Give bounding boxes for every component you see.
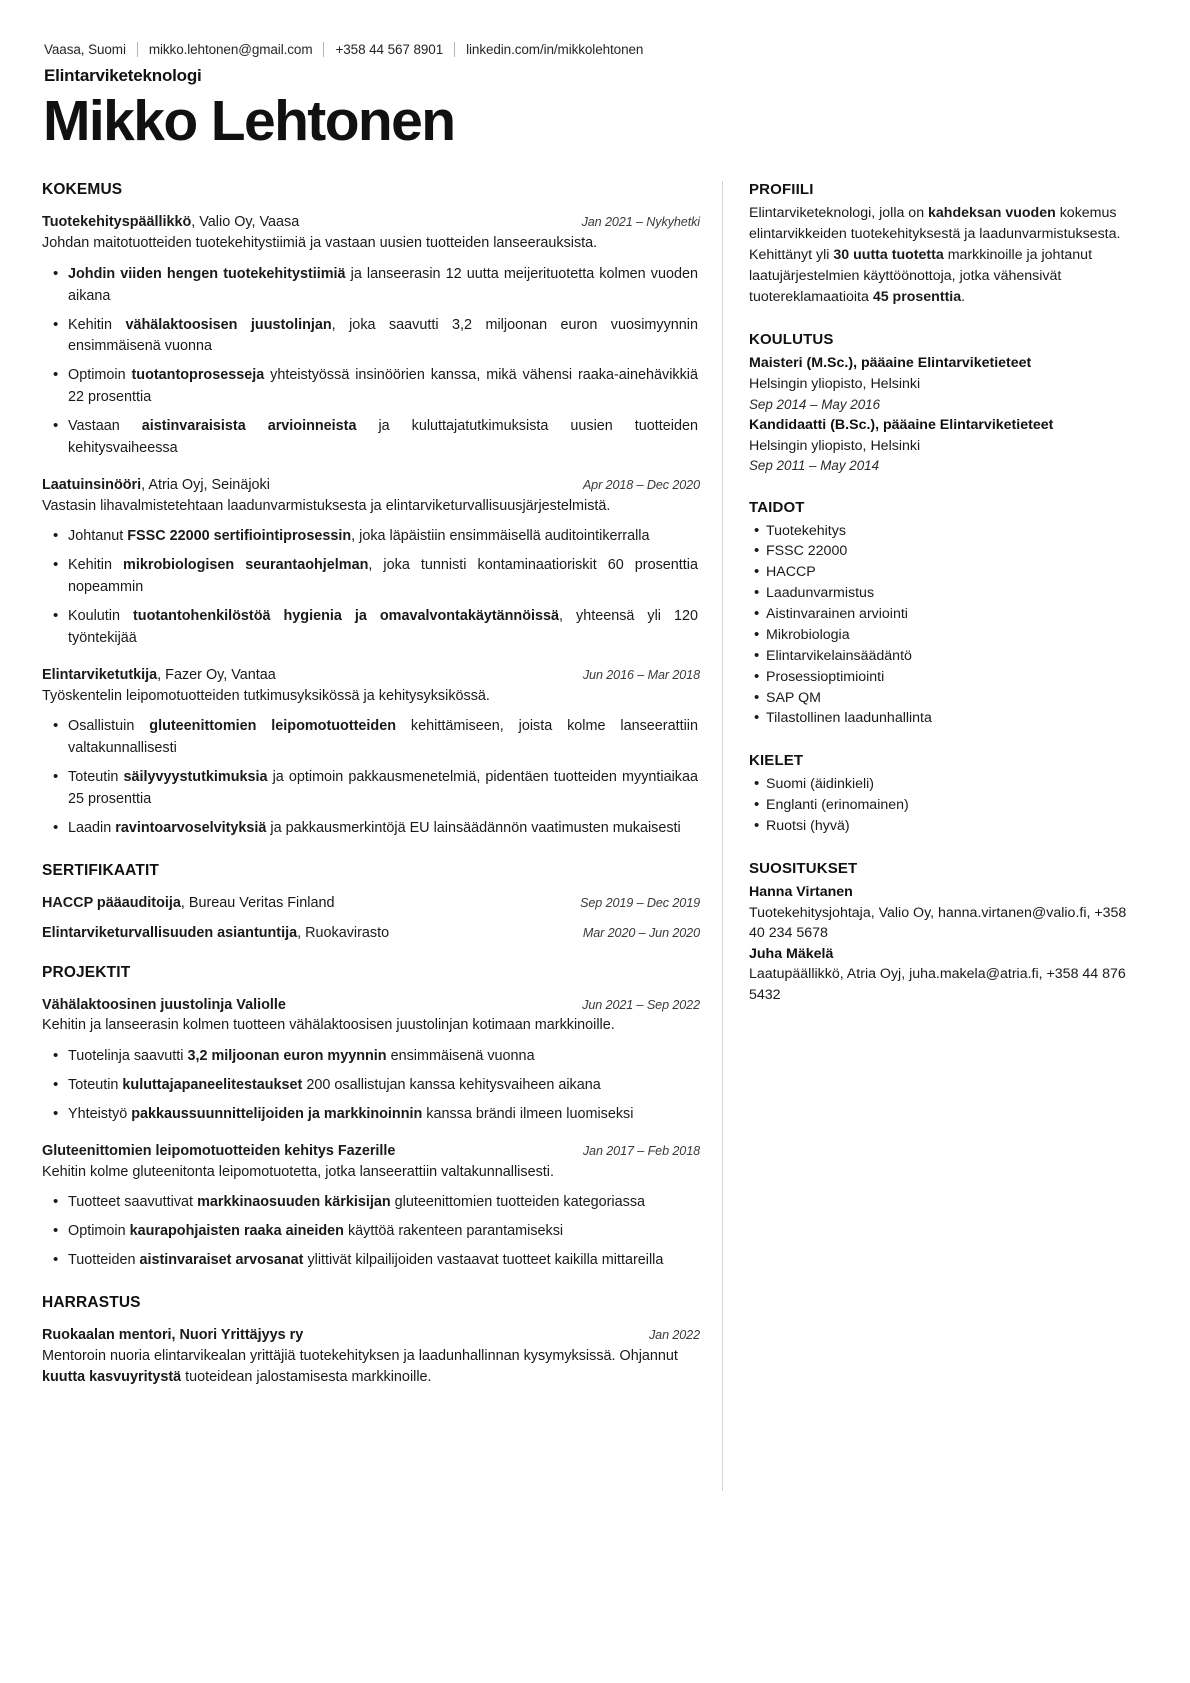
education-degree: Kandidaatti (B.Sc.), pääaine Elintarviketieteet <box>749 416 1054 433</box>
entry-title: Ruokaalan mentori, Nuori Yrittäjyys ry <box>42 1326 304 1343</box>
entry-title: Elintarviketurvallisuuden asiantuntija, Ruokavirasto <box>42 924 390 941</box>
skill-item: • Laadunvarmistus <box>766 583 1142 604</box>
section-title-references: SUOSITUKSET <box>749 859 858 877</box>
bullet-emphasis: gluteenittomien leipomotuotteiden <box>149 718 397 735</box>
reference-detail: Tuotekehitysjohtaja, Valio Oy, hanna.virtanen@valio.fi, +358 40 234 5678 <box>749 904 1127 942</box>
section-title-profile: PROFIILI <box>749 181 814 199</box>
reference-name: Hanna Virtanen <box>749 883 853 900</box>
education-school: Helsingin yliopisto, Helsinki <box>749 375 921 392</box>
section-projects <box>42 964 700 1272</box>
entry-date: Jun 2016 – Mar 2018 <box>582 667 700 682</box>
entry-header <box>42 923 700 944</box>
entry-summary: Mentoroin nuoria elintarvikealan yrittäjiä tuotekehityksen ja laadunhallinnan kysymyksissä. Ohjannut kuutta kasvuyritystä tuoteidean jalostamisesta markkinoille. <box>42 1347 678 1386</box>
education-entry <box>749 415 1142 476</box>
entry-header <box>42 893 700 914</box>
section-title-languages: KIELET <box>749 752 804 770</box>
project-entry-list <box>42 995 700 1272</box>
entry-date: Sep 2019 – Dec 2019 <box>580 895 700 910</box>
project-entry <box>42 995 700 1126</box>
entry-header <box>42 1325 700 1346</box>
list-item: • Tuotteet saavuttivat markkinaosuuden kärkisijan gluteenittomien tuotteiden kategoriassa <box>68 1192 700 1214</box>
education-school: Helsingin yliopisto, Helsinki <box>749 437 921 454</box>
list-item: • Optimoin tuotantoprosesseja yhteistyössä insinöörien kanssa, mikä vähensi raaka-ainehävikkiä 22 prosenttia <box>68 365 700 409</box>
bullet-emphasis: pakkaussuunnittelijoiden ja markkinoinnin <box>131 1105 423 1122</box>
entry-title: Elintarviketutkija, Fazer Oy, Vantaa <box>42 666 276 683</box>
list-item: • Kehitin vähälaktoosisen juustolinjan, joka saavutti 3,2 miljoonan euron vuosimyynnin ensimmäisenä vuonna <box>68 315 700 359</box>
section-education <box>749 331 1142 475</box>
entry-title: HACCP pääauditoija, Bureau Veritas Finland <box>42 894 335 911</box>
list-item: • Kehitin mikrobiologisen seurantaohjelman, joka tunnisti kontaminaatioriskit 60 prosenttia nopeammin <box>68 555 700 599</box>
project-entry <box>42 1141 700 1272</box>
entry-summary: Kehitin ja lanseerasin kolmen tuotteen vähälaktoosisen juustolinjan kotimaan markkinoille. <box>42 1017 615 1034</box>
section-title-skills: TAIDOT <box>749 498 805 516</box>
contact-separator <box>137 42 138 57</box>
entry-date: Jan 2022 <box>648 1327 700 1342</box>
job-title: Elintarviketeknologi <box>44 66 202 85</box>
experience-entry <box>42 665 700 840</box>
bullet-emphasis: aistinvaraisista arvioinneista <box>141 418 357 435</box>
section-hobby <box>42 1294 700 1389</box>
main-column <box>42 181 722 1491</box>
section-title-experience: KOKEMUS <box>42 181 123 199</box>
entry-bullets <box>42 264 700 460</box>
skill-item: • FSSC 22000 <box>766 541 1142 562</box>
reference-detail: Laatupäällikkö, Atria Oyj, juha.makela@atria.fi, +358 44 876 5432 <box>749 966 1126 1003</box>
contact-separator <box>454 42 455 57</box>
skill-item: • SAP QM <box>766 688 1142 709</box>
bullet-emphasis: tuotantohenkilöstöä hygienia ja omavalvontakäytännöissä <box>133 608 560 625</box>
contact-email[interactable]: mikko.lehtonen@gmail.com <box>148 42 313 57</box>
reference-entry <box>749 882 1142 944</box>
entry-date: Jun 2021 – Sep 2022 <box>582 997 700 1012</box>
language-item: • Englanti (erinomainen) <box>766 795 1142 816</box>
bullet-emphasis: Johdin viiden hengen tuotekehitystiimiä <box>68 265 346 282</box>
contact-phone[interactable]: +358 44 567 8901 <box>335 42 444 57</box>
experience-entry-list <box>42 212 700 839</box>
bullet-emphasis: säilyvyystutkimuksia <box>123 769 268 786</box>
contact-line <box>42 42 1142 57</box>
bullet-emphasis: tuotantoprosesseja <box>131 367 265 384</box>
entry-summary: Vastasin lihavalmistetehtaan laadunvarmistuksesta ja elintarviketurvallisuusjärjestelmistä. <box>42 497 611 514</box>
entry-header <box>42 995 700 1016</box>
reference-entry <box>749 944 1142 1006</box>
skill-item: • Aistinvarainen arviointi <box>766 604 1142 625</box>
skill-item: • Prosessioptimiointi <box>766 667 1142 688</box>
bullet-emphasis: kaurapohjaisten raaka aineiden <box>129 1223 344 1240</box>
bullet-emphasis: kuluttajapaneelitestaukset <box>122 1076 303 1093</box>
list-item: • Yhteistyö pakkaussuunnittelijoiden ja markkinoinnin kanssa brändi ilmeen luomiseksi <box>68 1104 700 1126</box>
certificate-entry-list <box>42 893 700 944</box>
certificate-entry <box>42 893 700 914</box>
section-skills <box>749 499 1142 730</box>
education-degree: Maisteri (M.Sc.), pääaine Elintarviketieteet <box>749 355 1032 372</box>
entry-header <box>42 1141 700 1162</box>
language-item: • Ruotsi (hyvä) <box>766 816 1142 837</box>
content-columns <box>42 181 1142 1491</box>
entry-bullets <box>42 1192 700 1272</box>
section-experience <box>42 181 700 839</box>
list-item: • Tuotelinja saavutti 3,2 miljoonan euron myynnin ensimmäisenä vuonna <box>68 1046 700 1068</box>
education-entry <box>749 353 1142 414</box>
list-item: • Toteutin säilyvyystutkimuksia ja optimoin pakkausmenetelmiä, pidentäen tuotteiden myyntiaikaa 25 prosenttia <box>68 767 700 811</box>
entry-summary: Kehitin kolme gluteenitonta leipomotuotetta, jotka lanseerattiin valtakunnallisesti. <box>42 1163 554 1180</box>
section-title-hobby: HARRASTUS <box>42 1293 141 1311</box>
list-item: • Optimoin kaurapohjaisten raaka aineiden käyttöä rakenteen parantamiseksi <box>68 1221 700 1243</box>
entry-summary: Työskentelin leipomotuotteiden tutkimusyksikössä ja kehitysyksikössä. <box>42 687 490 704</box>
list-item: • Johtanut FSSC 22000 sertifiointiprosessin, joka läpäistiin ensimmäisellä auditointikerralla <box>68 526 700 548</box>
entry-header <box>42 475 700 496</box>
bullet-emphasis: FSSC 22000 sertifiointiprosessin <box>127 528 352 545</box>
entry-title: Vähälaktoosinen juustolinja Valiolle <box>42 996 286 1013</box>
list-item: • Vastaan aistinvaraisista arvioinneista ja kuluttajatutkimuksista uusien tuotteiden kehitysvaiheessa <box>68 416 700 460</box>
list-item: • Osallistuin gluteenittomien leipomotuotteiden kehittämiseen, joista kolme lanseerattiin valtakunnallisesti <box>68 716 700 760</box>
list-item: • Tuotteiden aistinvaraiset arvosanat ylittivät kilpailijoiden vastaavat tuotteet kaikilla mittareilla <box>68 1250 700 1272</box>
reference-name: Juha Mäkelä <box>749 945 834 962</box>
education-date: Sep 2014 – May 2016 <box>749 396 881 412</box>
section-languages <box>749 752 1142 837</box>
entry-bullets <box>42 716 700 839</box>
list-item: • Toteutin kuluttajapaneelitestaukset 200 osallistujan kanssa kehitysvaiheen aikana <box>68 1075 700 1097</box>
reference-entry-list <box>749 882 1142 1006</box>
skills-list <box>749 521 1142 730</box>
language-item: • Suomi (äidinkieli) <box>766 774 1142 795</box>
entry-date: Jan 2021 – Nykyhetki <box>581 215 700 230</box>
education-date: Sep 2011 – May 2014 <box>749 458 880 474</box>
entry-header <box>42 212 700 233</box>
bullet-emphasis: 3,2 miljoonan euron myynnin <box>187 1047 387 1064</box>
entry-title: Gluteenittomien leipomotuotteiden kehitys Fazerille <box>42 1142 396 1159</box>
entry-date: Apr 2018 – Dec 2020 <box>582 477 700 492</box>
bullet-emphasis: markkinaosuuden kärkisijan <box>197 1194 391 1211</box>
bullet-emphasis: aistinvaraiset arvosanat <box>139 1251 304 1268</box>
list-item: • Laadin ravintoarvoselvityksiä ja pakkausmerkintöjä EU lainsäädännön vaatimusten mukaisesti <box>68 818 700 840</box>
skill-item: • Tilastollinen laadunhallinta <box>766 708 1142 729</box>
profile-text: Elintarviketeknologi, jolla on kahdeksan vuoden kokemus elintarvikkeiden tuotekehityksestä ja laadunvarmistuksesta. Kehittänyt yli 30 uutta tuotetta markkinoille ja johtanut laatujärjestelmien käyttöönottoja, jotka vähensivät tuotereklamaatioita 45 prosenttia. <box>749 205 1121 306</box>
list-item: • Johdin viiden hengen tuotekehitystiimiä ja lanseerasin 12 uutta meijerituotetta kolmen vuoden aikana <box>68 264 700 308</box>
contact-location: Vaasa, Suomi <box>44 42 126 57</box>
section-title-projects: PROJEKTIT <box>42 963 131 981</box>
education-entry-list <box>749 353 1142 475</box>
contact-linkedin[interactable]: linkedin.com/in/mikkolehtonen <box>466 42 644 57</box>
skill-item: • Elintarvikelainsäädäntö <box>766 646 1142 667</box>
skill-item: • Tuotekehitys <box>766 521 1142 542</box>
languages-list <box>749 774 1142 837</box>
entry-date: Mar 2020 – Jun 2020 <box>582 925 700 940</box>
entry-title: Laatuinsinööri, Atria Oyj, Seinäjoki <box>42 476 270 493</box>
section-title-certificates: SERTIFIKAATIT <box>42 861 160 879</box>
certificate-entry <box>42 923 700 944</box>
skill-item: • Mikrobiologia <box>766 625 1142 646</box>
bullet-emphasis: vähälaktoosisen juustolinjan <box>125 316 332 333</box>
list-item: • Koulutin tuotantohenkilöstöä hygienia ja omavalvontakäytännöissä, yhteensä yli 120 työntekijää <box>68 606 700 650</box>
entry-summary: Johdan maitotuotteiden tuotekehitystiimiä ja vastaan uusien tuotteiden lanseerauksista. <box>42 235 598 252</box>
section-references <box>749 860 1142 1006</box>
entry-bullets <box>42 526 700 649</box>
sidebar-column <box>723 181 1142 1491</box>
entry-date: Jan 2017 – Feb 2018 <box>582 1143 700 1158</box>
experience-entry <box>42 212 700 460</box>
hobby-entry-list <box>42 1325 700 1389</box>
contact-separator <box>323 42 324 57</box>
bullet-emphasis: ravintoarvoselvityksiä <box>115 819 267 836</box>
section-certificates <box>42 862 700 944</box>
page-title: Mikko Lehtonen <box>43 89 455 153</box>
entry-title: Tuotekehityspäällikkö, Valio Oy, Vaasa <box>42 214 300 231</box>
entry-header <box>42 665 700 686</box>
bullet-emphasis: mikrobiologisen seurantaohjelman <box>123 557 369 574</box>
section-profile <box>749 181 1142 308</box>
entry-bullets <box>42 1046 700 1126</box>
skill-item: • HACCP <box>766 562 1142 583</box>
section-title-education: KOULUTUS <box>749 331 834 349</box>
hobby-entry <box>42 1325 700 1389</box>
experience-entry <box>42 475 700 650</box>
